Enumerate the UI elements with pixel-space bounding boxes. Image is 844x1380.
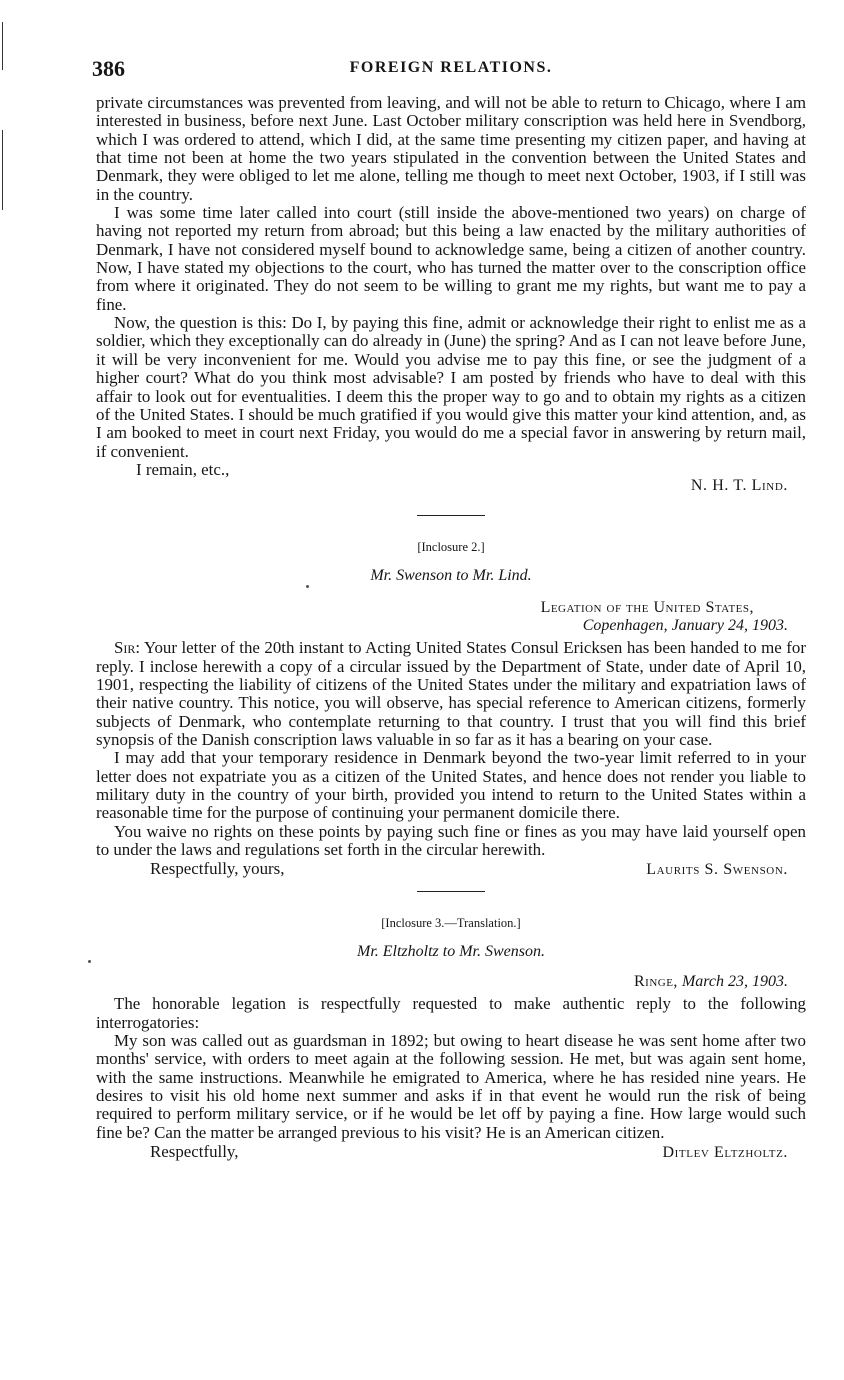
scan-speck <box>88 960 91 963</box>
letter-date <box>96 617 806 635</box>
signature-eltzholtz: Ditlev Eltzholtz. <box>662 1144 788 1162</box>
signature-lind: N. H. T. Lind. <box>690 477 788 495</box>
paragraph: The honorable legation is respectfully requested to make authentic reply to the following interrogatories: <box>96 994 806 1032</box>
paragraph: private circumstances was prevented from leaving, and will not be able to return to Chicago, where I am interested in business, before next June. Last October military conscription was held here in Svendborg, which I was ordered to attend, which I did, at the same time presenting my citizen paper, and having at that time not been at home the two years stipulated in the convention between the United States and Denmark, they were obliged to let me alone, telling me though to meet next October, 1903, if I still was in the country. <box>96 93 806 204</box>
letter-place-date <box>96 973 806 991</box>
letter-place <box>96 599 806 617</box>
paragraph: Now, the question is this: Do I, by paying this fine, admit or acknowledge their right to enlist me as a soldier, which they exceptionally can do already in (June) the spring? And as I can not leave before June, it will be very inconvenient for me. Would you advise me to pay this fine, or see the judgment of a higher court? What do you think most advisable? I am posted by friends who have to deal with this affair to look out for eventualities. I deem this the proper way to go and to obtain my rights as a citizen of the United States. I should be much gratified if you would give this matter your kind attention, and, as I am booked to meet in court next Friday, you would do me a special favor in answering by return mail, if convenient. <box>96 313 806 461</box>
paragraph <box>96 639 806 749</box>
section-divider <box>417 891 485 892</box>
paragraph: I was some time later called into court (still inside the above-mentioned two years) on charge of having not reported my return from abroad; but this being a law enacted by the military authorities of Denmark, I have not considered myself bound to acknowledge same, being a citizen of another country. Now, I have stated my objections to the court, who has turned the matter over to the conscription office from where it originated. They do not seem to be willing to grant me my rights, but want me to pay a fine. <box>96 203 806 314</box>
document-page <box>92 52 806 1162</box>
letter-title: Mr. Eltzholtz to Mr. Swenson. <box>356 943 545 961</box>
letter-swenson-body <box>96 639 806 859</box>
closing: Respectfully, yours, <box>150 859 285 879</box>
letter-eltzholtz-body <box>96 995 806 1142</box>
page-number: 386 <box>92 56 125 81</box>
letter-title: Mr. Swenson to Mr. Lind. <box>370 567 532 585</box>
paragraph: My son was called out as guardsman in 1892; but owing to heart disease he was sent home after two months' service, with orders to meet again at the following session. He met, but was again sent home, with the same instructions. Meanwhile he emigrated to America, where he has resided nine years. He desires to visit his old home next summer and asks if in that event he would run the risk of being required to perform military service, or if he would be let off by paying a fine. How large would such fine be? Can the matter be arranged previous to his visit? He is an American citizen. <box>96 1031 806 1142</box>
closing: I remain, etc., <box>136 459 230 479</box>
page-header <box>92 52 806 82</box>
salutation: Sir: <box>114 638 141 658</box>
margin-scan-mark <box>2 22 3 70</box>
date-text: March 23, 1903. <box>681 973 788 991</box>
place-name: Legation of the United States, <box>540 599 754 617</box>
running-head: FOREIGN RELATIONS. <box>349 59 553 76</box>
margin-scan-mark <box>2 130 3 210</box>
paragraph: I may add that your temporary residence in Denmark beyond the two-year limit referred to in your letter does not expatriate you as a citizen of the United States, and hence does not render you liable to military duty in the country of your birth, provided you intend to return to the United States within a reasonable time for the purpose of continuing your permanent domicile there. <box>96 748 806 823</box>
paragraph: You waive no rights on these points by paying such fine or fines as you may have laid yourself open to under the laws and regulations set forth in the circular herewith. <box>96 821 806 859</box>
signature-swenson: Laurits S. Swenson. <box>646 861 788 879</box>
section-divider <box>417 515 485 516</box>
date-text: Copenhagen, January 24, 1903. <box>582 617 788 635</box>
closing: Respectfully, <box>150 1142 239 1162</box>
inclosure-label: [Inclosure 3.—Translation.] <box>381 916 521 931</box>
letter-lind-continuation <box>96 94 806 479</box>
place-name: Ringe, <box>633 973 678 991</box>
inclosure-label: [Inclosure 2.] <box>417 540 485 555</box>
paragraph-text: Your letter of the 20th instant to Acting United States Consul Ericksen has been handed to me for reply. I inclose herewith a copy of a circular issued by the Department of State, under date of April 10, 1901, respecting the liability of citizens of the United States under the military and expatriation laws of their native country. This notice, you will observe, has special reference to American citizens, formerly subjects of Denmark, who contemplate returning to that country. I trust that you will find this brief synopsis of the Danish conscription laws valuable in so far as it has a bearing on your case. <box>96 638 806 749</box>
signature-row-swenson <box>96 859 806 879</box>
signature-row-eltzholtz <box>96 1142 806 1162</box>
